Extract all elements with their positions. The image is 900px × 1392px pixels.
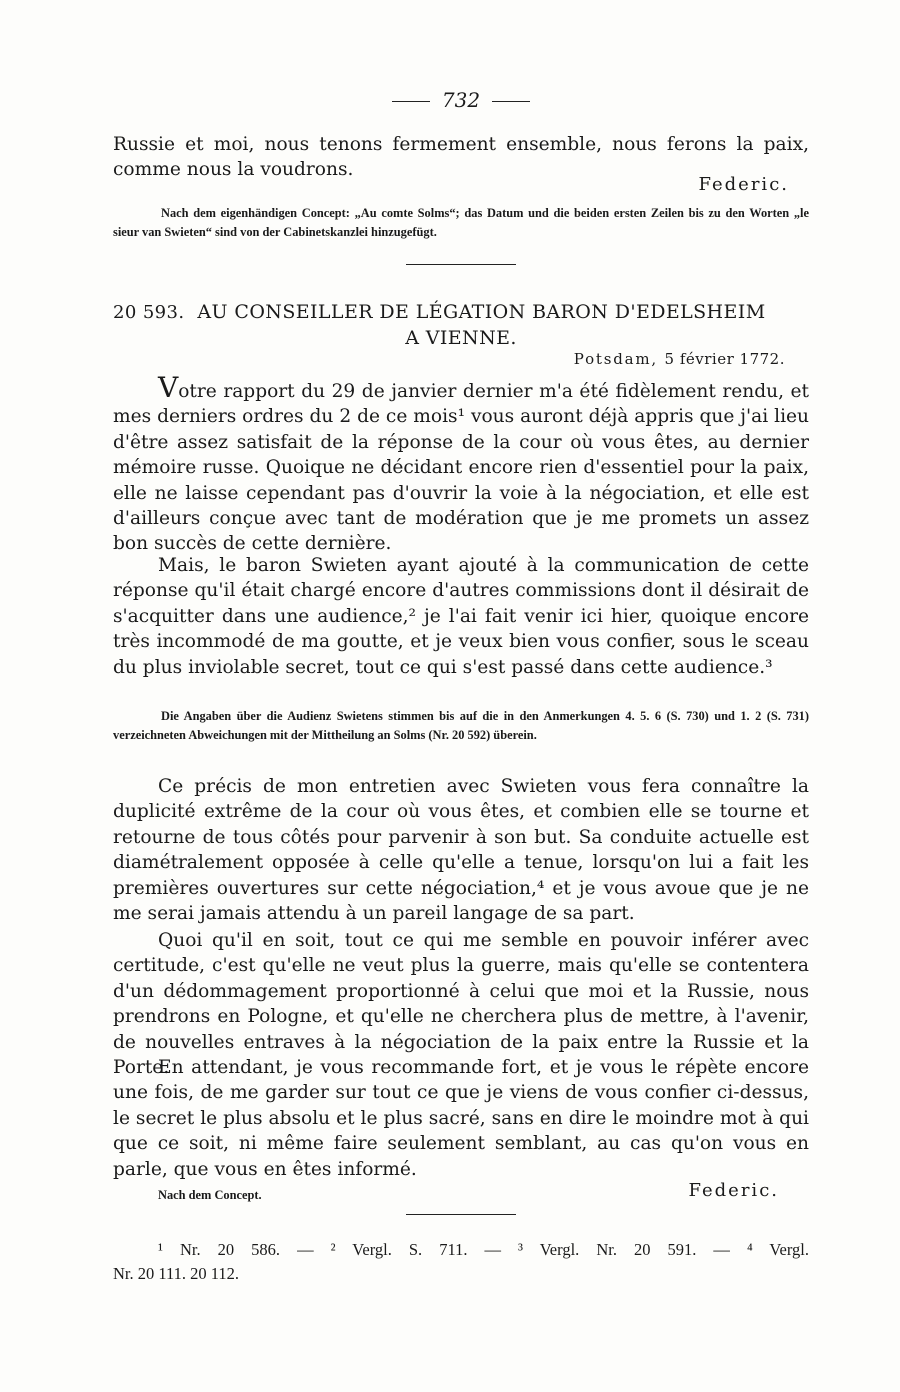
divider	[392, 101, 430, 102]
top-signature: Federic.	[698, 174, 789, 195]
bottom-signature: Federic.	[688, 1180, 779, 1201]
divider	[492, 101, 530, 102]
paragraph-2: Mais, le baron Swieten ayant ajouté à la communication de cette réponse qu'il était chargé encore d'autres commissions dont il désirait de s'acquitter dans une audience,² je l'ai fait venir ici hier, quoique encore très incommodé de ma goutte, et je veux bien vous confier, sous le sceau du plus inviolable secret, tout ce qui s'est passé dans cette audience.³	[113, 555, 809, 678]
drop-cap: V	[158, 371, 179, 404]
paragraph-4: Quoi qu'il en soit, tout ce qui me semble en pouvoir inférer avec certitude, c'est qu'elle ne veut plus la guerre, mais qu'elle se contentera d'un dédommagement proportionné à celui que moi et la Russie, nous prendrons en Pologne, et qu'elle ne cherchera plus de mettre, à l'avenir, de nouvelles entraves à la négociation de la paix entre la Russie et la Porte.	[113, 930, 809, 1079]
paragraph-1-text: otre rapport du 29 de janvier dernier m'a été fidèlement rendu, et mes derniers ordres du 2 de ce mois¹ vous auront déjà appris que j'ai lieu d'être assez satisfait de la réponse de la cour où vous êtes, au dernier mémoire russe. Quoique ne décidant encore rien d'essentiel pour la paix, elle ne laisse cependant pas d'ouvrir la voie à la négociation, et elle est d'ailleurs conçue avec tant de modération que je me promets un assez bon succès de cette dernière.	[113, 381, 809, 555]
bottom-note: Nach dem Concept.	[158, 1188, 262, 1202]
footnote-rule	[113, 1214, 809, 1215]
page-number	[113, 88, 809, 112]
heading-line1: AU CONSEILLER DE LÉGATION BARON D'EDELSHEIM	[197, 301, 766, 323]
paragraph-5: En attendant, je vous recommande fort, et je vous le répète encore une fois, de me garder sur tout ce que je viens de vous confier ci-dessus, le secret le plus absolu et le plus sacré, sans en dire le moindre mot à qui que ce soit, ni même faire seulement semblant, au cas qu'on vous en parle, que vous en êtes informé.	[113, 1057, 809, 1180]
paragraph-3: Ce précis de mon entretien avec Swieten vous fera connaître la duplicité extrême de la cour où vous êtes, et combien elle se tourne et retourne de tous côtés pour parvenir à son but. Sa conduite actuelle est diamétralement opposée à celle qu'elle a tenue, lorsqu'on lui a fait les premières ouvertures sur cette négociation,⁴ et je vous avoue que je ne me serai jamais attendu à un pareil langage de sa part.	[113, 776, 809, 925]
date-day: 5 février 1772.	[664, 350, 785, 368]
paragraph-1	[113, 371, 809, 557]
date-place: Potsdam,	[573, 350, 658, 368]
document-heading	[113, 300, 809, 325]
dateline	[574, 350, 785, 368]
section-rule	[113, 264, 809, 265]
mid-editorial-note: Die Angaben über die Audienz Swietens stimmen bis auf die in den Anmerkungen 4. 5. 6 (S. 730) und 1. 2 (S. 731) verzeichneten Abweichungen mit der Mittheilung an Solms (Nr. 20 592) überein.	[113, 709, 809, 742]
top-editorial-note: Nach dem eigenhändigen Concept: „Au comte Solms“; das Datum und die beiden ersten Zeilen bis zu den Worten „le sieur van Swieten“ sind von der Cabinetskanzlei hinzugefügt.	[113, 206, 809, 239]
top-paragraph: Russie et moi, nous tenons fermement ensemble, nous ferons la paix, comme nous la voudrons.	[113, 134, 809, 181]
document-number: 20 593.	[113, 302, 185, 323]
page-number-text: 732	[441, 88, 481, 112]
heading-line2: A VIENNE.	[405, 327, 517, 349]
footnotes-line-1: ¹ Nr. 20 586. — ² Vergl. S. 711. — ³ Vergl. Nr. 20 591. — ⁴ Vergl.	[158, 1240, 809, 1259]
footnotes-line-2: Nr. 20 111. 20 112.	[113, 1264, 240, 1283]
